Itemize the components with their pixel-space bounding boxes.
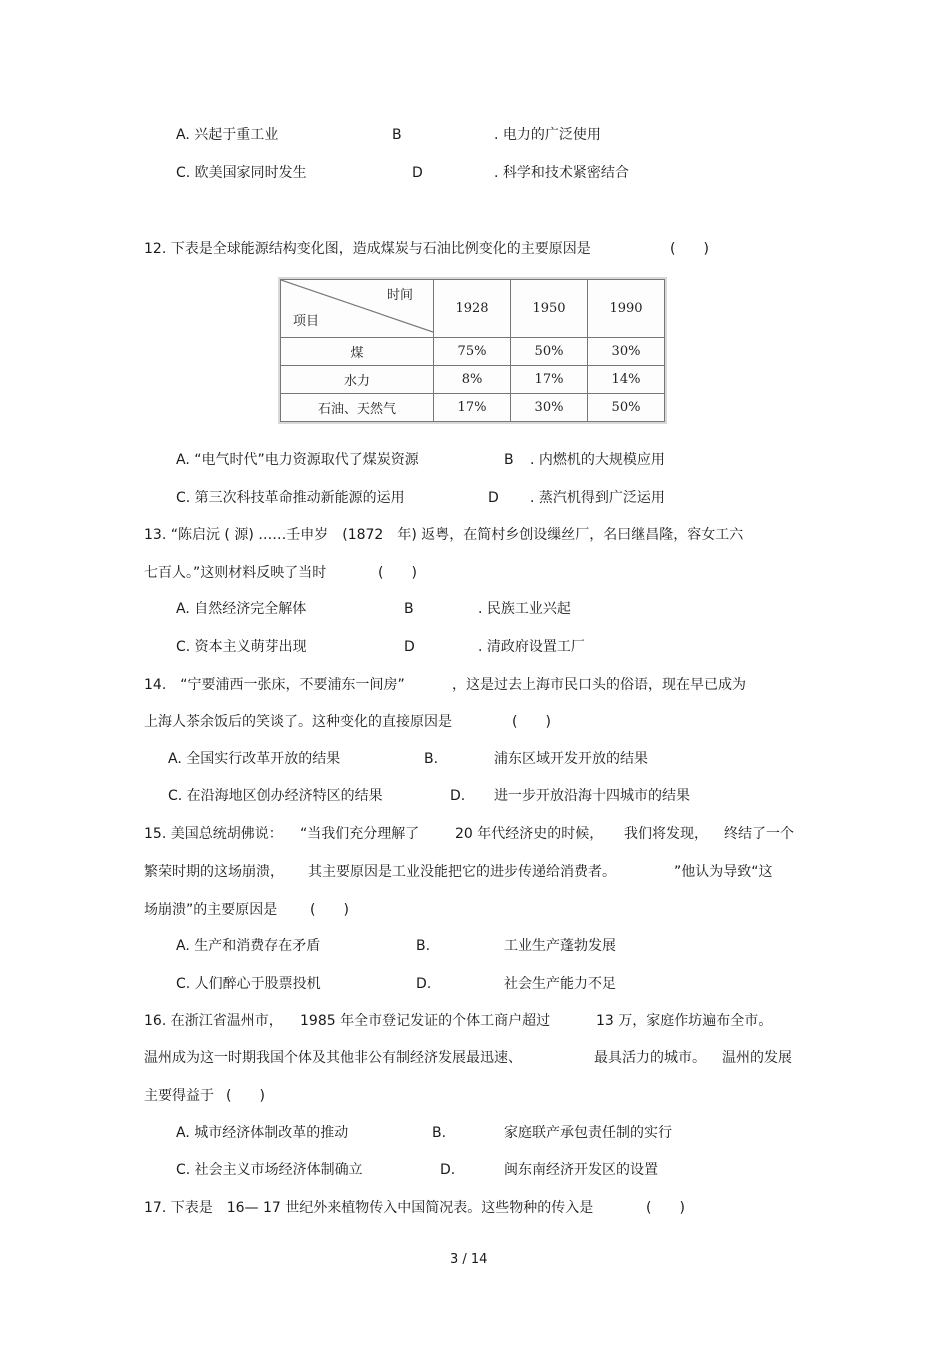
q12-option-b-letter: B: [504, 452, 514, 468]
q12-paren: ( ): [670, 241, 709, 257]
q13-stem-line1: 13. “陈启沅 ( 源) ……壬申岁 (1872 年) 返粤，在简村乡创设缫丝厂，名曰继昌隆，容女工六: [144, 527, 744, 543]
q14-option-d-letter: D.: [450, 788, 466, 804]
q15-stem-line1d: 我们将发现，: [624, 826, 708, 842]
q17-paren: ( ): [646, 1200, 685, 1216]
table-row: [281, 338, 665, 366]
table-cell: 17%: [434, 394, 511, 422]
page-number: 3 / 14: [450, 1252, 488, 1267]
q16-stem-line2b: 最具活力的城市。: [594, 1050, 706, 1066]
q15-stem-line3: 场崩溃”的主要原因是: [144, 902, 278, 918]
q14-stem-line1a: 14. “宁要浦西一张床，不要浦东一间房”: [144, 677, 405, 693]
q17-stem: 17. 下表是 16— 17 世纪外来植物传入中国简况表。这些物种的传入是: [144, 1200, 594, 1216]
q13-option-d-letter: D: [404, 639, 415, 655]
q16-stem-line1a: 16. 在浙江省温州市，: [144, 1013, 283, 1029]
q12-stem: 12. 下表是全球能源结构变化图，造成煤炭与石油比例变化的主要原因是: [144, 241, 591, 257]
header-time: 时间: [386, 288, 413, 303]
q16-stem-line3: 主要得益于: [144, 1088, 214, 1104]
q14-option-b: 浦东区域开发开放的结果: [494, 751, 648, 767]
q14-option-b-letter: B.: [424, 751, 439, 767]
table-cell: 75%: [434, 338, 511, 366]
q16-stem-line2c: 温州的发展: [722, 1050, 792, 1066]
year-header: 1950: [511, 280, 588, 338]
q15-option-d: 社会生产能力不足: [504, 976, 616, 992]
table-corner-cell: [281, 280, 434, 338]
q15-stem-line2c: ”他认为导致“这: [674, 864, 773, 880]
q16-option-b: 家庭联产承包责任制的实行: [504, 1125, 672, 1141]
q15-stem-line1c: 20 年代经济史的时候，: [455, 826, 604, 842]
q12-option-c: C. 第三次科技革命推动新能源的运用: [176, 490, 405, 506]
q16-stem-line1c: 13 万，家庭作坊遍布全市。: [596, 1013, 773, 1029]
q15-option-b-letter: B.: [416, 938, 431, 954]
q16-option-b-letter: B.: [432, 1125, 447, 1141]
table-cell: 30%: [511, 394, 588, 422]
q13-option-d: . 清政府设置工厂: [478, 639, 585, 655]
table-row: [281, 394, 665, 422]
q12-option-d: . 蒸汽机得到广泛运用: [530, 490, 665, 506]
q13-paren: ( ): [378, 565, 417, 581]
q15-option-b: 工业生产蓬勃发展: [504, 938, 616, 954]
table-row: [281, 366, 665, 394]
q15-paren: ( ): [310, 902, 349, 918]
table-cell: 14%: [588, 366, 665, 394]
q14-option-c: C. 在沿海地区创办经济特区的结果: [168, 788, 383, 804]
q13-stem-line2: 七百人。”这则材料反映了当时: [144, 565, 327, 581]
q15-option-d-letter: D.: [416, 976, 432, 992]
q11-option-d: . 科学和技术紧密结合: [494, 165, 629, 181]
row-label: 水力: [281, 366, 434, 394]
q15-stem-line1b: “当我们充分理解了: [300, 826, 420, 842]
row-label: 石油、天然气: [281, 394, 434, 422]
q16-option-c: C. 社会主义市场经济体制确立: [176, 1162, 363, 1178]
q13-option-b: . 民族工业兴起: [478, 601, 571, 617]
year-header: 1928: [434, 280, 511, 338]
q15-option-a: A. 生产和消费存在矛盾: [176, 938, 321, 954]
q13-option-b-letter: B: [404, 601, 414, 617]
q16-option-a: A. 城市经济体制改革的推动: [176, 1125, 349, 1141]
q16-paren: ( ): [226, 1088, 265, 1104]
q12-option-d-letter: D: [488, 490, 499, 506]
q16-stem-line1b: 1985 年全市登记发证的个体工商户超过: [300, 1013, 551, 1029]
q12-option-a: A. “电气时代”电力资源取代了煤炭资源: [176, 452, 419, 468]
q14-paren: ( ): [512, 714, 551, 730]
q13-option-a: A. 自然经济完全解体: [176, 601, 307, 617]
q11-option-d-letter: D: [412, 165, 423, 181]
row-label: 煤: [281, 338, 434, 366]
q16-option-d: 闽东南经济开发区的设置: [504, 1162, 658, 1178]
q12-option-b: . 内燃机的大规模应用: [530, 452, 665, 468]
q14-stem-line1b: ，这是过去上海市民口头的俗语，现在早已成为: [452, 677, 746, 693]
table-cell: 30%: [588, 338, 665, 366]
header-item: 项目: [293, 314, 320, 329]
table-cell: 17%: [511, 366, 588, 394]
q11-option-c: C. 欧美国家同时发生: [176, 165, 307, 181]
energy-structure-table: [280, 279, 665, 422]
q13-option-c: C. 资本主义萌芽出现: [176, 639, 307, 655]
q11-option-a: A. 兴起于重工业: [176, 127, 279, 143]
q15-stem-line2b: 其主要原因是工业没能把它的进步传递给消费者。: [308, 864, 616, 880]
q14-option-a: A. 全国实行改革开放的结果: [168, 751, 341, 767]
q14-stem-line2: 上海人茶余饭后的笑谈了。这种变化的直接原因是: [144, 714, 452, 730]
q15-stem-line1a: 15. 美国总统胡佛说：: [144, 826, 283, 842]
year-header: 1990: [588, 280, 665, 338]
q11-option-b: . 电力的广泛使用: [494, 127, 601, 143]
q11-option-b-letter: B: [392, 127, 402, 143]
q16-option-d-letter: D.: [440, 1162, 456, 1178]
q15-option-c: C. 人们醉心于股票投机: [176, 976, 321, 992]
table-cell: 50%: [511, 338, 588, 366]
q14-option-d: 进一步开放沿海十四城市的结果: [494, 788, 690, 804]
table-cell: 8%: [434, 366, 511, 394]
q16-stem-line2a: 温州成为这一时期我国个体及其他非公有制经济发展最迅速、: [144, 1050, 522, 1066]
q15-stem-line2a: 繁荣时期的这场崩溃，: [144, 864, 284, 880]
table-cell: 50%: [588, 394, 665, 422]
q15-stem-line1e: 终结了一个: [724, 826, 794, 842]
